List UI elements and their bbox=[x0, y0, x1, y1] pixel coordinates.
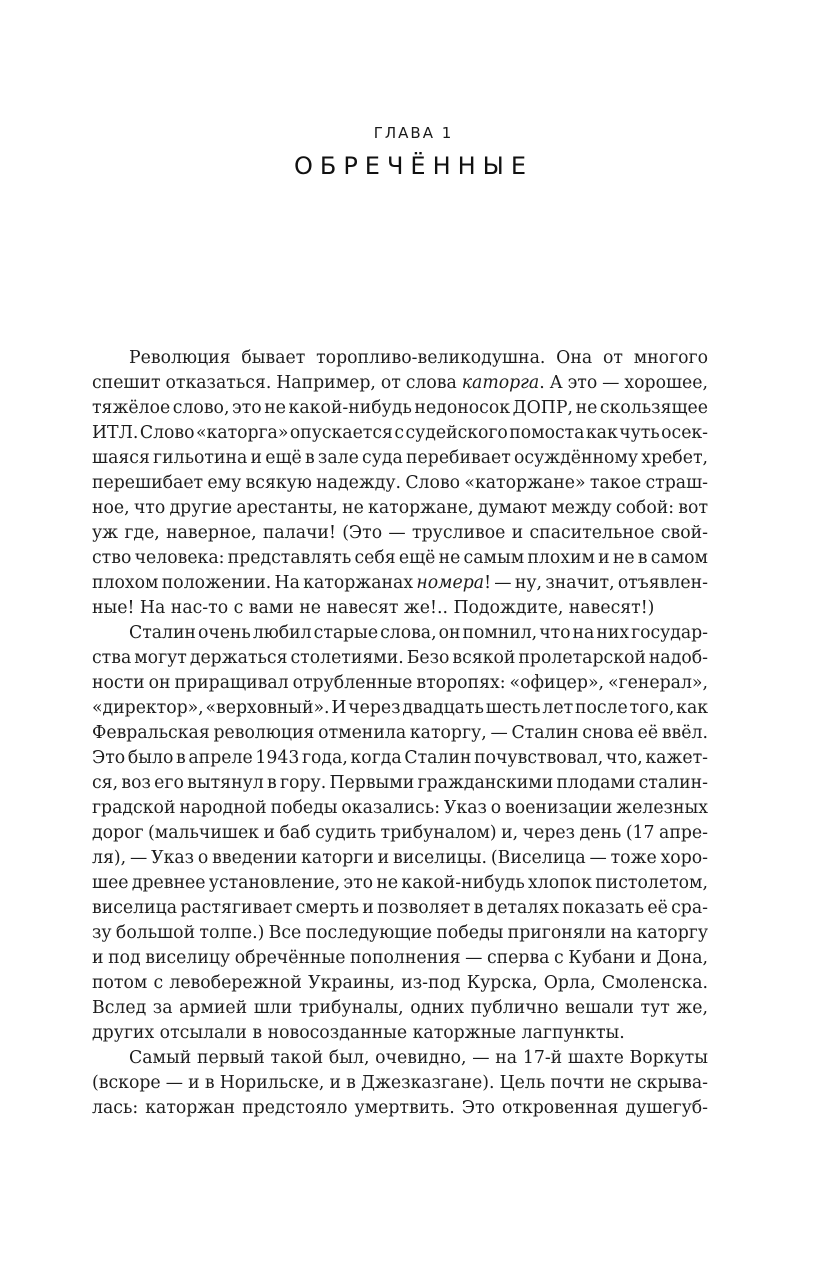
text-segment: уж где, наверное, палачи! (Это — трусливое и спасительное свой- bbox=[92, 523, 708, 543]
text-line bbox=[92, 1046, 708, 1071]
text-segment: ся, воз его вытянул в гору. Первыми гражданскими плодами сталин- bbox=[92, 773, 708, 793]
text-segment: зу большой толпе.) Все последующие победы пригоняли на каторгу bbox=[92, 923, 708, 943]
text-line bbox=[92, 1021, 708, 1046]
text-line bbox=[92, 996, 708, 1021]
chapter-label: ГЛАВА 1 bbox=[373, 124, 454, 142]
text-segment: перешибает ему всякую надежду. Слово «каторжане» такое страш- bbox=[92, 473, 708, 493]
text-segment: шее древнее установление, это не какой-нибудь хлопок пистолетом, bbox=[92, 873, 708, 893]
text-segment: плохом положении. На каторжанах bbox=[92, 573, 417, 593]
text-segment: ности он приращивал отрубленные второпях: «офицер», «генерал», bbox=[92, 673, 708, 693]
text-line bbox=[92, 1071, 708, 1096]
text-line bbox=[92, 646, 708, 671]
text-segment: и под виселицу обречённые пополнения — сперва с Кубани и Дона, bbox=[92, 948, 708, 968]
text-segment: потом с левобережной Украины, из-под Курска, Орла, Смоленска. bbox=[92, 973, 708, 993]
text-segment: лась: каторжан предстояло умертвить. Это откровенная душегуб- bbox=[92, 1098, 708, 1118]
text-line bbox=[92, 1096, 708, 1121]
text-segment: Это было в апреле 1943 года, когда Сталин почувствовал, что, кажет- bbox=[92, 748, 708, 768]
text-line bbox=[92, 971, 708, 996]
text-line bbox=[92, 546, 708, 571]
text-segment: . А это — хорошее, bbox=[539, 373, 708, 393]
text-line bbox=[92, 746, 708, 771]
text-line bbox=[92, 796, 708, 821]
text-segment: Сталин очень любил старые слова, он помнил, что на них государ- bbox=[129, 623, 708, 643]
italic-word: номера bbox=[416, 573, 485, 593]
text-segment: Вслед за армией шли трибуналы, одних публично вешали тут же, bbox=[92, 998, 708, 1018]
text-line bbox=[92, 346, 708, 371]
body-text bbox=[92, 346, 708, 1121]
text-line bbox=[92, 896, 708, 921]
text-line bbox=[92, 496, 708, 521]
text-line bbox=[92, 921, 708, 946]
text-segment: дорог (мальчишек и баб судить трибуналом) и, через день (17 апре- bbox=[92, 823, 708, 843]
text-segment: ное, что другие арестанты, не каторжане, думают между собой: вот bbox=[92, 498, 708, 518]
text-segment: ля), — Указ о введении каторги и виселицы. (Виселица — тоже хоро- bbox=[92, 848, 708, 868]
text-segment: спешит отказаться. Например, от слова bbox=[92, 373, 462, 393]
text-line bbox=[92, 446, 708, 471]
text-segment: ! — ну, значит, отъявлен- bbox=[484, 573, 708, 593]
text-segment: ИТЛ. Слово «каторга» опускается с судейского помоста как чуть осек- bbox=[92, 423, 708, 443]
text-line bbox=[92, 696, 708, 721]
text-segment: «директор», «верховный». И через двадцать шесть лет после того, как bbox=[92, 698, 708, 718]
text-line bbox=[92, 621, 708, 646]
text-segment: Революция бывает торопливо-великодушна. Она от многого bbox=[129, 348, 708, 368]
text-segment: градской народной победы оказались: Указ о военизации железных bbox=[92, 798, 708, 818]
text-line bbox=[92, 821, 708, 846]
text-line bbox=[92, 571, 708, 596]
text-segment: шаяся гильотина и ещё в зале суда перебивает осуждённому хребет, bbox=[92, 448, 708, 468]
text-line bbox=[92, 471, 708, 496]
text-line bbox=[92, 946, 708, 971]
text-line bbox=[92, 396, 708, 421]
text-line bbox=[92, 771, 708, 796]
text-segment: тяжёлое слово, это не какой-нибудь недоносок ДОПР, не скользящее bbox=[92, 398, 708, 418]
chapter-title: ОБРЕЧЁННЫЕ bbox=[293, 152, 534, 180]
text-segment: виселица растягивает смерть и позволяет в деталях показать её сра- bbox=[92, 898, 708, 918]
text-segment: ство человека: представлять себя ещё не самым плохим и не в самом bbox=[92, 548, 708, 568]
text-segment: ные! На нас-то с вами не навесят же!.. Подождите, навесят!) bbox=[92, 598, 655, 618]
text-line bbox=[92, 421, 708, 446]
text-segment: Самый первый такой был, очевидно, — на 17-й шахте Воркуты bbox=[129, 1048, 708, 1068]
text-line bbox=[92, 871, 708, 896]
text-segment: (вскоре — и в Норильске, и в Джезказгане). Цель почти не скрыва- bbox=[92, 1073, 708, 1093]
text-line bbox=[92, 671, 708, 696]
text-segment: ства могут держаться столетиями. Безо всякой пролетарской надоб- bbox=[92, 648, 708, 668]
text-line bbox=[92, 521, 708, 546]
text-segment: других отсылали в новосозданные каторжные лагпункты. bbox=[92, 1023, 625, 1043]
text-segment: Февральская революция отменила каторгу, — Сталин снова её ввёл. bbox=[92, 723, 708, 743]
italic-word: каторга bbox=[461, 373, 540, 393]
text-line bbox=[92, 371, 708, 396]
text-line bbox=[92, 596, 708, 621]
text-line bbox=[92, 721, 708, 746]
text-line bbox=[92, 846, 708, 871]
